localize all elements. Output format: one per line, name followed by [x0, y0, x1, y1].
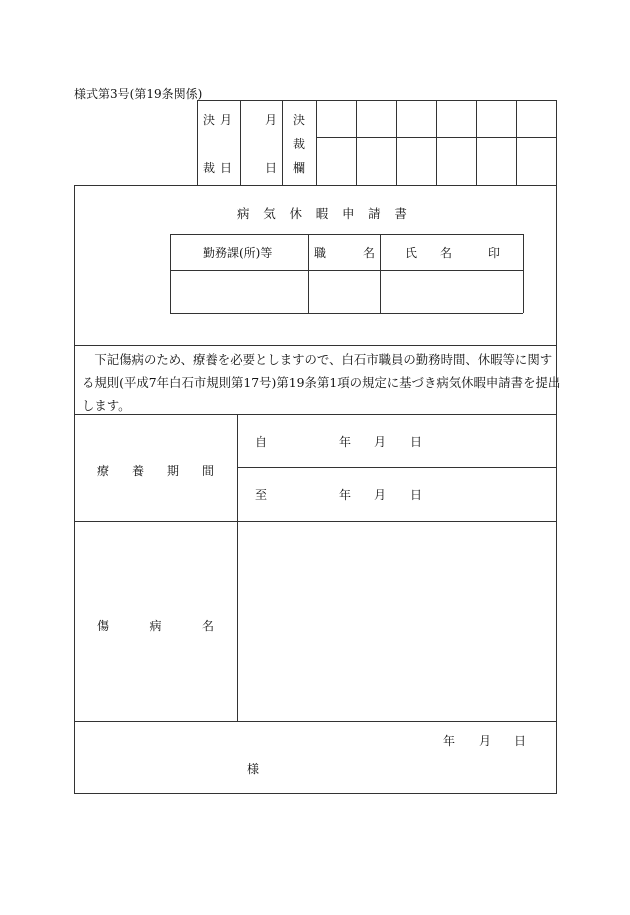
period-to-day: 日 — [410, 488, 423, 502]
approval-col-ketsu: 決 — [293, 113, 306, 127]
statement-paragraph — [82, 348, 561, 417]
period-to-month: 月 — [374, 488, 387, 502]
period-label-char: 療 — [97, 464, 110, 478]
name-header-2: 名 — [440, 246, 453, 260]
title-char: 書 — [394, 206, 407, 221]
footer-month: 月 — [479, 734, 492, 748]
period-from-day: 日 — [410, 435, 423, 449]
illness-label-char: 病 — [149, 619, 162, 633]
position-header-2: 名 — [363, 246, 376, 260]
title-char: 暇 — [315, 206, 329, 221]
title-char: 休 — [289, 206, 302, 221]
approval-col-sai: 裁 — [293, 137, 306, 151]
statement-line: る規則(平成7年白石市規則第17号)第19条第1項の規定に基づき病気休暇申請書を提出 — [82, 375, 561, 390]
statement-line: します。 — [82, 398, 131, 413]
period-from-label: 自 — [255, 435, 268, 449]
statement-line: 下記傷病のため、療養を必要としますので、白石市職員の勤務時間、休暇等に関す — [82, 352, 553, 367]
period-from-year: 年 — [339, 435, 352, 449]
title-char: 請 — [368, 206, 381, 221]
footer-addressee: 様 — [247, 762, 260, 776]
approval-col-ran: 欄 — [293, 161, 306, 175]
illness-label-char: 傷 — [97, 619, 110, 633]
period-label-char: 養 — [131, 464, 144, 478]
title-char: 申 — [341, 206, 355, 221]
approval-month: 月 — [265, 113, 278, 127]
approval-day: 日 — [265, 161, 278, 175]
title-char: 病 — [237, 206, 250, 221]
approval-ketsu: 決 — [203, 113, 216, 127]
seal-header: 印 — [488, 246, 501, 260]
name-header-1: 氏 — [405, 246, 418, 260]
footer-year: 年 — [443, 734, 456, 748]
form-title — [237, 204, 407, 221]
period-to-label: 至 — [255, 488, 268, 502]
approval-tsuki: 月 — [220, 113, 233, 127]
illness-label — [97, 617, 214, 634]
footer-day: 日 — [514, 734, 527, 748]
approval-sai: 裁 — [203, 161, 216, 175]
period-label-char: 期 — [166, 464, 179, 478]
form-label: 様式第3号(第19条関係) — [74, 87, 203, 101]
title-char: 気 — [263, 206, 276, 221]
approval-hi: 日 — [220, 161, 233, 175]
dept-header: 勤務課(所)等 — [203, 246, 273, 260]
position-header-1: 職 — [314, 246, 327, 260]
period-label-char: 間 — [201, 464, 214, 478]
period-label — [97, 462, 214, 479]
period-from-month: 月 — [374, 435, 387, 449]
period-to-year: 年 — [339, 488, 352, 502]
illness-label-char: 名 — [201, 619, 214, 633]
